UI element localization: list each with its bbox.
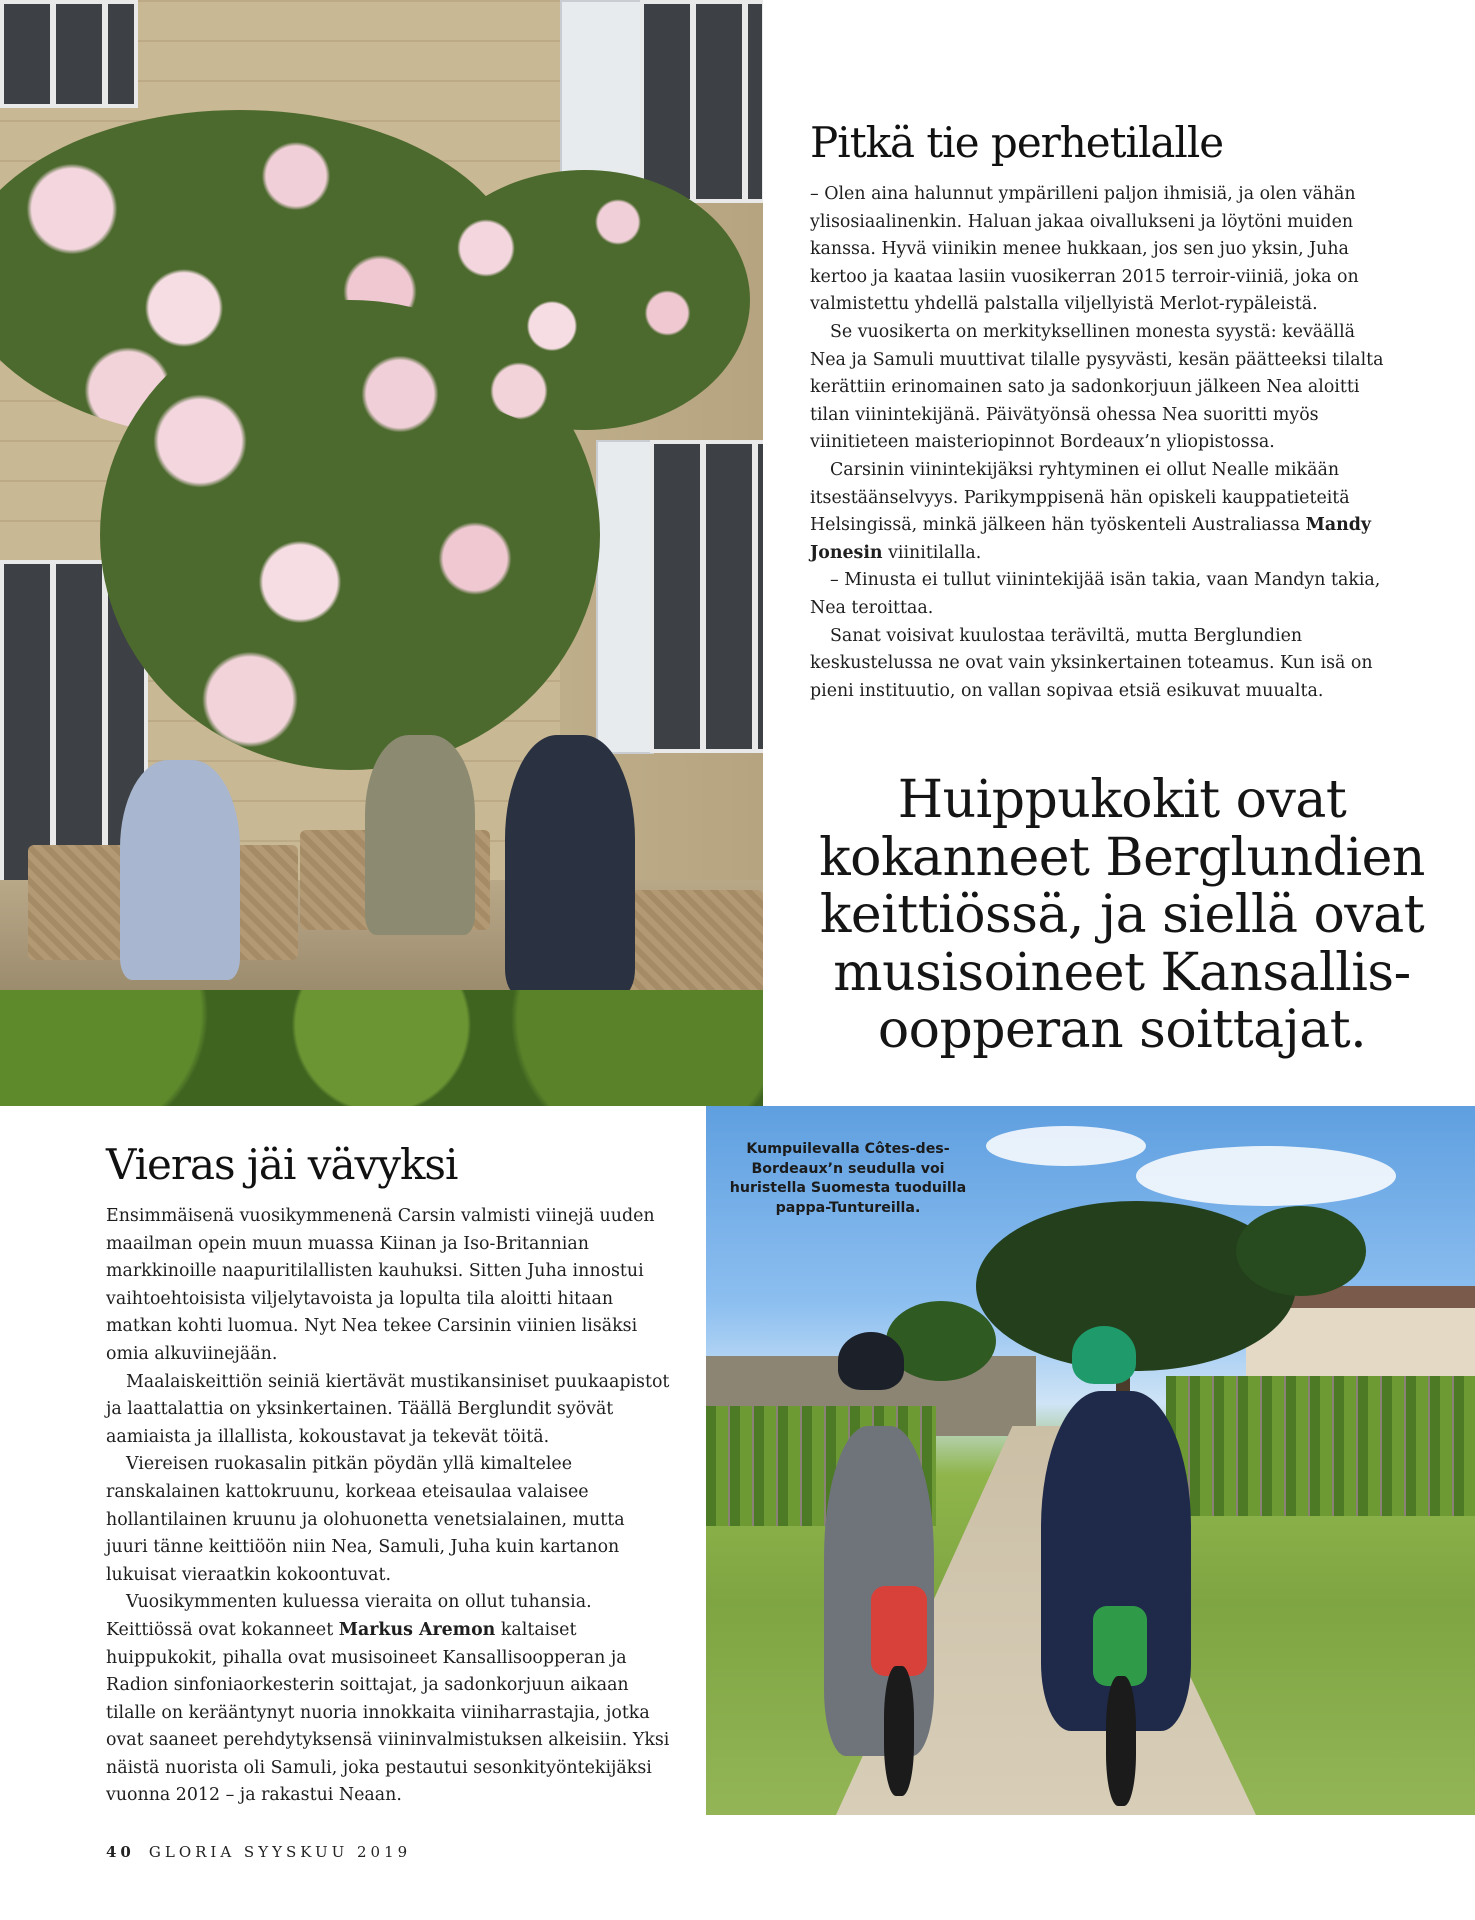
bold-name: Mandy Jonesin <box>810 515 1372 563</box>
page-number: 40 <box>106 1843 135 1861</box>
bold-name: Markus Aremon <box>338 1619 496 1640</box>
page-folio <box>106 1843 411 1861</box>
paragraph: Se vuosikerta on merkityksellinen monesta syystä: keväällä Nea ja Samuli muuttivat tilalle pysyvästi, kesän päätteeksi tilalta kerättiin erinomainen sato ja sadonkorjuun jälkeen Nea aloitti tilan viinintekijänä. Päivätyönsä ohessa Nea suoritti myös viinitieteen maisteriopinnot Bordeaux’n yliopistossa. <box>810 321 1384 453</box>
helmet-black <box>838 1332 904 1390</box>
cloud <box>1136 1146 1396 1206</box>
helmet-green <box>1072 1326 1136 1384</box>
person-nea <box>365 735 475 935</box>
hedge <box>0 990 763 1106</box>
heading-vieras: Vieras jäi vävyksi <box>106 1140 458 1189</box>
cloud <box>986 1126 1146 1166</box>
pull-quote: Huippukokit ovat kokanneet Berglundien keittiössä, ja siellä ovat musisoineet Kansallis-oopperan soittajat. <box>819 770 1425 1060</box>
moped-wheel <box>1106 1676 1136 1806</box>
vine-rows-right <box>1166 1376 1475 1516</box>
photo-terrace-family <box>0 0 763 1106</box>
paragraph: – Minusta ei tullut viinintekijää isän takia, vaan Mandyn takia, Nea teroittaa. <box>810 570 1381 618</box>
rose-bush-right <box>420 170 750 430</box>
moped-red <box>871 1586 927 1676</box>
photo-caption: Kumpuilevalla Côtes-des-Bordeaux’n seudulla voi huristella Suomesta tuoduilla pappa-Tuntureilla. <box>729 1141 967 1216</box>
tree <box>1236 1206 1366 1296</box>
moped-green <box>1093 1606 1147 1686</box>
window-top-left <box>0 0 138 108</box>
person-samuli <box>120 760 240 980</box>
paragraph: Carsinin viinintekijäksi ryhtyminen ei ollut Nealle mikään itsestäänselvyys. Parikymppisenä hän opiskeli kauppatieteitä Helsingissä, minkä jälkeen hän työskenteli Australiassa Mandy Jonesin viinitilalla. <box>810 459 1372 563</box>
paragraph: Viereisen ruokasalin pitkän pöydän yllä kimaltelee ranskalainen kattokruunu, korkeaa eteisaulaa valaisee hollantilainen kruunu ja olohuonetta venetsialainen, mutta juuri tänne keittiöön niin Nea, Samuli, Juha kuin kartanon lukuisat vieraatkin kokoontuvat. <box>106 1454 625 1585</box>
moped-wheel <box>884 1666 914 1796</box>
magazine-issue: GLORIA SYYSKUU 2019 <box>148 1843 412 1861</box>
paragraph: Vuosikymmenten kuluessa vieraita on ollut tuhansia. Keittiössä ovat kokanneet Markus Aremon kaltaiset huippukokit, pihalla ovat musisoineet Kansallisoopperan ja Radion sinfoniaorkesterin soittajat, ja sadonkorjuun aikaan tilalle on kerääntynyt nuoria innokkaita viiniharrastajia, jotka ovat saaneet perehdytyksensä viininvalmistuksen alkeisiin. Yksi näistä nuorista oli Samuli, joka pestautui sesonkityöntekijäksi vuonna 2012 – ja rakastui Neaan. <box>106 1592 670 1806</box>
paragraph: Ensimmäisenä vuosikymmenenä Carsin valmisti viinejä uuden maailman opein muun muassa Kiinan ja Iso-Britannian markkinoille naapuritilallisten kauhuksi. Sitten Juha innostui vaihtoehtoisista viljelytavoista ja lopulta tila aloitti hitaan matkan kohti luomua. Nyt Nea tekee Carsinin viinien lisäksi omia alkuviinejään. <box>106 1206 655 1364</box>
paragraph: Maalaiskeittiön seiniä kiertävät mustikansiniset puukaapistot ja laattalattia on yksinkertainen. Täällä Berglundit syövät aamiaista ja illallista, kokoustavat ja tekevät töitä. <box>106 1371 670 1447</box>
window-top-right <box>640 0 763 203</box>
heading-pitka-tie: Pitkä tie perhetilalle <box>810 118 1224 167</box>
body-section1 <box>810 181 1390 705</box>
shutter-lower <box>596 440 654 754</box>
paragraph: – Olen aina halunnut ympärilleni paljon ihmisiä, ja olen vähän ylisosiaalinenkin. Haluan jakaa oivallukseni ja löytöni muiden kanssa. Hyvä viinikin menee hukkaan, jos sen juo yksin, Juha kertoo ja kaataa lasiin vuosikerran 2015 terroir-viiniä, joka on valmistettu yhdellä palstalla viljellyistä Merlot-rypäleistä. <box>810 184 1359 315</box>
window-lower-right <box>650 440 763 753</box>
paragraph: Sanat voisivat kuulostaa teräviltä, mutta Berglundien keskustelussa ne ovat vain yksinkertainen toteamus. Kun isä on pieni instituutio, on vallan sopivaa etsiä esikuvat muualta. <box>810 625 1373 701</box>
body-section2 <box>106 1203 671 1810</box>
person-juha <box>505 735 635 995</box>
